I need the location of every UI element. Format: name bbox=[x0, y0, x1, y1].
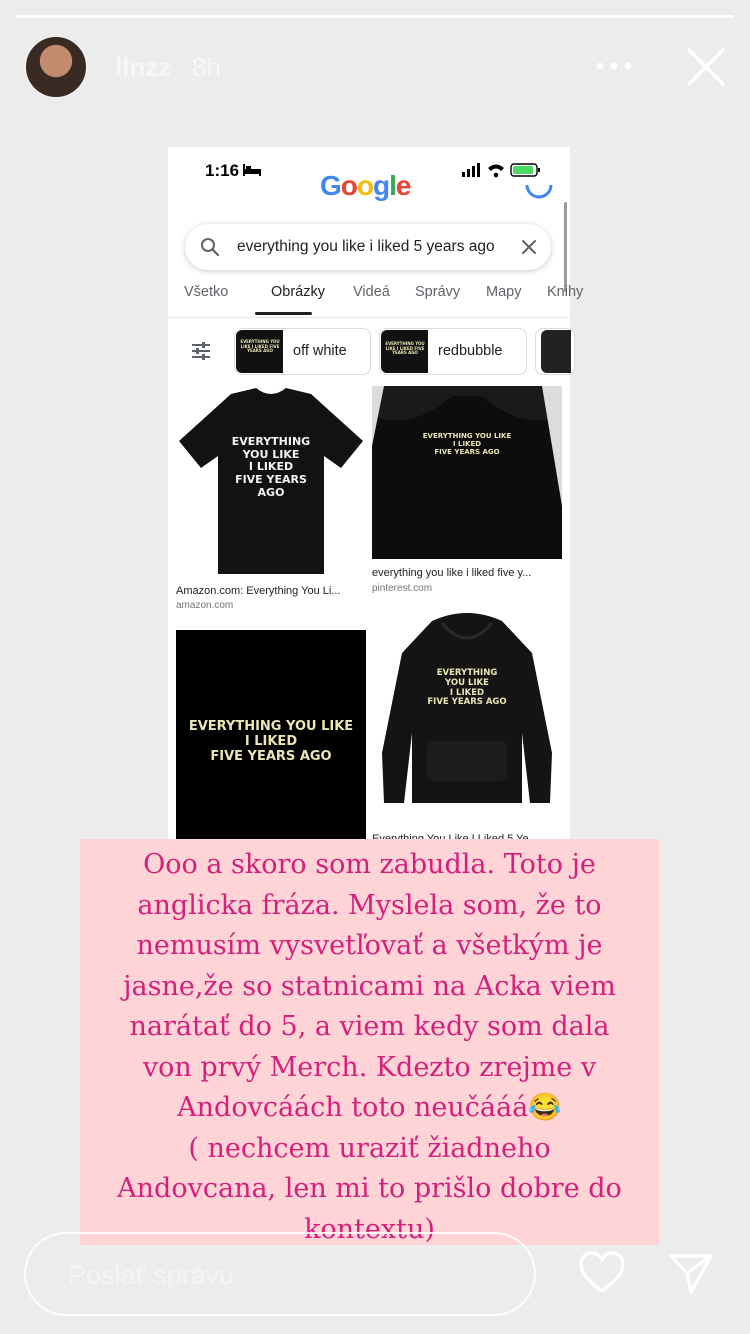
image-result[interactable] bbox=[176, 386, 366, 616]
avatar[interactable] bbox=[24, 35, 88, 99]
caption-text bbox=[80, 845, 659, 1250]
story-caption bbox=[80, 839, 659, 1245]
hoodie-print bbox=[412, 669, 522, 708]
print-line: FIVE YEARS AGO bbox=[210, 748, 332, 764]
search-input[interactable] bbox=[185, 224, 551, 270]
chip-more[interactable] bbox=[535, 328, 575, 375]
print-line: YOU LIKE bbox=[445, 677, 489, 688]
active-tab-indicator bbox=[255, 312, 312, 315]
print-line: EVERYTHING YOU LIKE bbox=[188, 719, 354, 734]
status-time: 1:16 bbox=[205, 161, 240, 180]
search-icon[interactable] bbox=[200, 237, 220, 257]
story-progress-bar bbox=[16, 15, 734, 18]
chip-off-white[interactable] bbox=[234, 328, 371, 375]
image-result[interactable] bbox=[176, 630, 366, 839]
caption-line: jasne,že so statnicami na Acka viem bbox=[123, 970, 616, 1002]
caption-line: von prvý Merch. Kdezto zrejme v bbox=[142, 1051, 597, 1083]
image-result[interactable] bbox=[372, 386, 562, 606]
chip-thumbnail bbox=[381, 330, 428, 373]
bed-icon bbox=[243, 164, 261, 176]
clear-search-icon[interactable] bbox=[520, 238, 538, 256]
search-query[interactable]: everything you like i liked 5 years ago bbox=[237, 238, 495, 255]
tab-spravy[interactable]: Správy bbox=[415, 284, 461, 300]
shirt-closeup-image bbox=[372, 386, 562, 559]
chip-thumb-text: EVERYTHING YOU LIKE I LIKED FIVE YEARS AGO bbox=[240, 339, 280, 354]
chip-thumb-text: EVERYTHING YOU LIKE I LIKED FIVE YEARS AGO bbox=[385, 341, 425, 356]
chip-redbubble[interactable] bbox=[379, 328, 527, 375]
result-title[interactable]: Amazon.com: Everything You Li... bbox=[176, 585, 341, 597]
tab-videa[interactable]: Videá bbox=[353, 284, 390, 300]
username[interactable]: llnzz bbox=[115, 52, 172, 82]
tab-vsetko[interactable]: Všetko bbox=[184, 284, 229, 300]
close-icon[interactable] bbox=[686, 47, 726, 87]
chip-thumbnail bbox=[236, 330, 283, 373]
status-icons bbox=[462, 162, 542, 178]
reply-placeholder: Poslať správu bbox=[68, 1260, 235, 1290]
account-icon[interactable] bbox=[524, 183, 554, 199]
story-header bbox=[24, 35, 726, 101]
print-line: AGO bbox=[257, 485, 285, 499]
image-result[interactable] bbox=[372, 613, 562, 839]
caption-line: narátať do 5, a viem kedy som dala bbox=[129, 1011, 610, 1042]
result-title[interactable]: everything you like i liked five y... bbox=[372, 567, 532, 579]
google-images-screenshot bbox=[168, 147, 584, 839]
chip-label: off white bbox=[293, 343, 347, 359]
page-scrollbar[interactable] bbox=[564, 202, 567, 292]
print-line: EVERYTHING bbox=[436, 668, 498, 678]
print-line: EVERYTHING YOU LIKE bbox=[422, 432, 512, 440]
filter-icon[interactable] bbox=[190, 340, 212, 362]
shirt-print bbox=[402, 432, 532, 456]
tab-obrazky[interactable]: Obrázky bbox=[271, 284, 325, 300]
caption-line: Ooo a skoro som zabudla. Toto je bbox=[143, 849, 596, 880]
google-logo[interactable]: Google bbox=[320, 170, 411, 201]
tabs-divider bbox=[168, 317, 570, 318]
caption-line: nemusím vysvetľovať a všetkým je bbox=[136, 930, 603, 961]
chip-label: redbubble bbox=[438, 343, 503, 359]
print-line: I LIKED bbox=[452, 440, 482, 449]
caption-line: Andovcana, len mi to prišlo dobre do bbox=[117, 1173, 622, 1204]
print-line: EVERYTHING bbox=[231, 435, 311, 448]
send-icon[interactable] bbox=[668, 1253, 714, 1295]
story-time: 8h bbox=[192, 52, 221, 82]
reply-input[interactable] bbox=[24, 1232, 536, 1316]
caption-line: ( nechcem uraziť žiadneho bbox=[188, 1132, 551, 1164]
heart-icon[interactable] bbox=[578, 1250, 626, 1296]
print-line: FIVE YEARS AGO bbox=[434, 448, 500, 457]
print-line: FIVE YEARS bbox=[235, 472, 307, 486]
story-progress-fill bbox=[16, 15, 734, 18]
tab-knihy[interactable]: Knihy bbox=[547, 284, 584, 300]
caption-line: kontextu) bbox=[304, 1213, 435, 1245]
result-source: pinterest.com bbox=[372, 583, 433, 594]
tshirt-print bbox=[216, 436, 326, 499]
print-line: I LIKED bbox=[449, 687, 485, 698]
print-line: FIVE YEARS AGO bbox=[427, 697, 507, 708]
caption-line: anglicka fráza. Myslela som, že to bbox=[137, 889, 602, 921]
more-dots-icon[interactable] bbox=[596, 61, 632, 71]
tab-mapy[interactable]: Mapy bbox=[486, 284, 522, 300]
result-source: amazon.com bbox=[176, 600, 234, 611]
chip-thumbnail bbox=[541, 330, 571, 373]
poster-print bbox=[186, 720, 356, 765]
print-line: YOU LIKE bbox=[242, 447, 300, 461]
print-line: I LIKED bbox=[244, 733, 298, 749]
print-line: I LIKED bbox=[248, 460, 294, 474]
caption-line: Andovcáách toto neučááá😂 bbox=[177, 1092, 562, 1123]
